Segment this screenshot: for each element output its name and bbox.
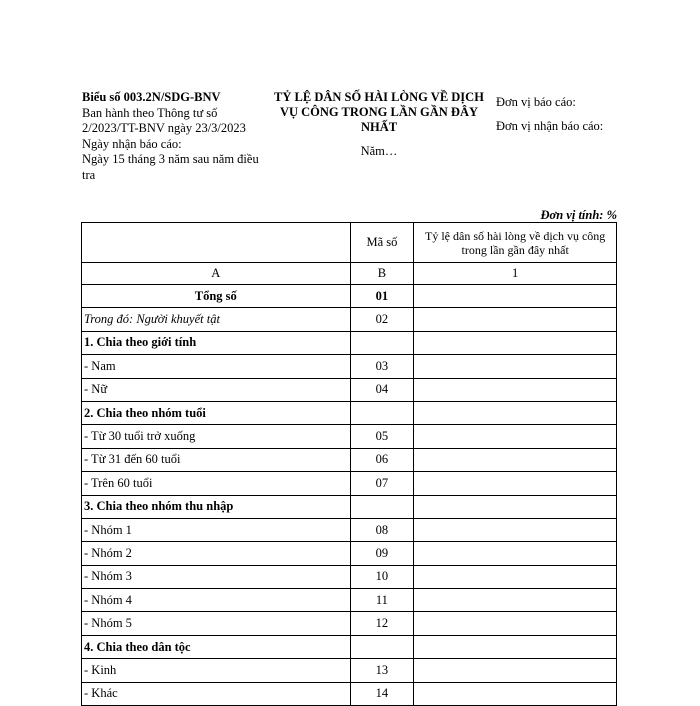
row-code: 03 [350, 355, 414, 378]
table-row [82, 285, 617, 308]
table-row [82, 378, 617, 401]
table-row [82, 542, 617, 565]
row-label: - Từ 30 tuổi trở xuống [82, 425, 351, 448]
letter-cell-b: B [350, 263, 414, 285]
row-label: - Nhóm 3 [82, 565, 351, 588]
form-info-block [82, 90, 262, 184]
row-label: - Trên 60 tuổi [82, 472, 351, 495]
row-label: - Nhóm 4 [82, 589, 351, 612]
report-table [81, 222, 617, 706]
row-value-cell [414, 448, 617, 471]
row-code [350, 401, 414, 424]
row-label: - Nhóm 5 [82, 612, 351, 635]
row-label: - Khác [82, 682, 351, 705]
row-code: 06 [350, 448, 414, 471]
row-label: 4. Chia theo dân tộc [82, 635, 351, 658]
table-row [82, 472, 617, 495]
row-value-cell [414, 308, 617, 331]
unit-of-measure: Đơn vị tính: % [540, 208, 617, 222]
table-letter-row [82, 263, 617, 285]
table-row [82, 401, 617, 424]
row-code: 01 [350, 285, 414, 308]
row-label: 2. Chia theo nhóm tuổi [82, 401, 351, 424]
row-value-cell [414, 378, 617, 401]
table-row [82, 565, 617, 588]
row-label: - Nữ [82, 378, 351, 401]
row-value-cell [414, 355, 617, 378]
receive-date-value: Ngày 15 tháng 3 năm sau năm điều tra [82, 152, 259, 182]
row-value-cell [414, 542, 617, 565]
row-code: 13 [350, 659, 414, 682]
report-year: Năm… [360, 144, 398, 158]
row-value-cell [414, 659, 617, 682]
issued-by-text: Ban hành theo Thông tư số 2/2023/TT-BNV ngày 23/3/2023 [82, 105, 246, 136]
row-label: - Nam [82, 355, 351, 378]
row-code [350, 635, 414, 658]
receiving-unit-label: Đơn vị nhận báo cáo: [496, 119, 604, 133]
row-value-cell [414, 589, 617, 612]
row-value-cell [414, 285, 617, 308]
row-label: 1. Chia theo giới tính [82, 331, 351, 354]
row-code: 09 [350, 542, 414, 565]
row-label: - Từ 31 đến 60 tuổi [82, 448, 351, 471]
header-cell-code: Mã số [350, 223, 414, 263]
row-value-cell [414, 472, 617, 495]
row-label: Tổng số [82, 285, 351, 308]
header-cell-rate: Tỷ lệ dân số hài lòng về dịch vụ công trong lần gần đây nhất [414, 223, 617, 263]
row-code: 12 [350, 612, 414, 635]
row-value-cell [414, 495, 617, 518]
row-code: 14 [350, 682, 414, 705]
table-row [82, 659, 617, 682]
letter-cell-1: 1 [414, 263, 617, 285]
row-code: 10 [350, 565, 414, 588]
table-row [82, 518, 617, 541]
table-row [82, 635, 617, 658]
row-value-cell [414, 682, 617, 705]
row-code: 05 [350, 425, 414, 448]
table-row [82, 308, 617, 331]
row-value-cell [414, 565, 617, 588]
row-label: - Kinh [82, 659, 351, 682]
table-row [82, 448, 617, 471]
row-code [350, 331, 414, 354]
row-code [350, 495, 414, 518]
table-body [82, 285, 617, 706]
table-row [82, 589, 617, 612]
unit-info-block [496, 90, 686, 138]
receive-date-label: Ngày nhận báo cáo: [82, 136, 182, 151]
table-row [82, 355, 617, 378]
header-cell-indicator [82, 223, 351, 263]
row-value-cell [414, 331, 617, 354]
reporting-unit-label: Đơn vị báo cáo: [496, 95, 576, 109]
row-label: Trong đó: Người khuyết tật [82, 308, 351, 331]
row-code: 07 [350, 472, 414, 495]
table-row [82, 682, 617, 705]
letter-cell-a: A [82, 263, 351, 285]
row-label: - Nhóm 1 [82, 518, 351, 541]
row-code: 04 [350, 378, 414, 401]
row-code: 02 [350, 308, 414, 331]
row-code: 08 [350, 518, 414, 541]
table-row [82, 495, 617, 518]
row-value-cell [414, 635, 617, 658]
row-value-cell [414, 401, 617, 424]
form-code: Biểu số 003.2N/SDG-BNV [82, 90, 221, 104]
table-row [82, 425, 617, 448]
table-row [82, 331, 617, 354]
report-title: TỶ LỆ DÂN SỐ HÀI LÒNG VỀ DỊCH VỤ CÔNG TRONG LẦN GẦN ĐÂY NHẤT [274, 90, 484, 134]
row-label: - Nhóm 2 [82, 542, 351, 565]
row-code: 11 [350, 589, 414, 612]
row-value-cell [414, 612, 617, 635]
row-value-cell [414, 425, 617, 448]
table-header-row [82, 223, 617, 263]
report-title-block [270, 90, 488, 159]
row-value-cell [414, 518, 617, 541]
row-label: 3. Chia theo nhóm thu nhập [82, 495, 351, 518]
table-row [82, 612, 617, 635]
